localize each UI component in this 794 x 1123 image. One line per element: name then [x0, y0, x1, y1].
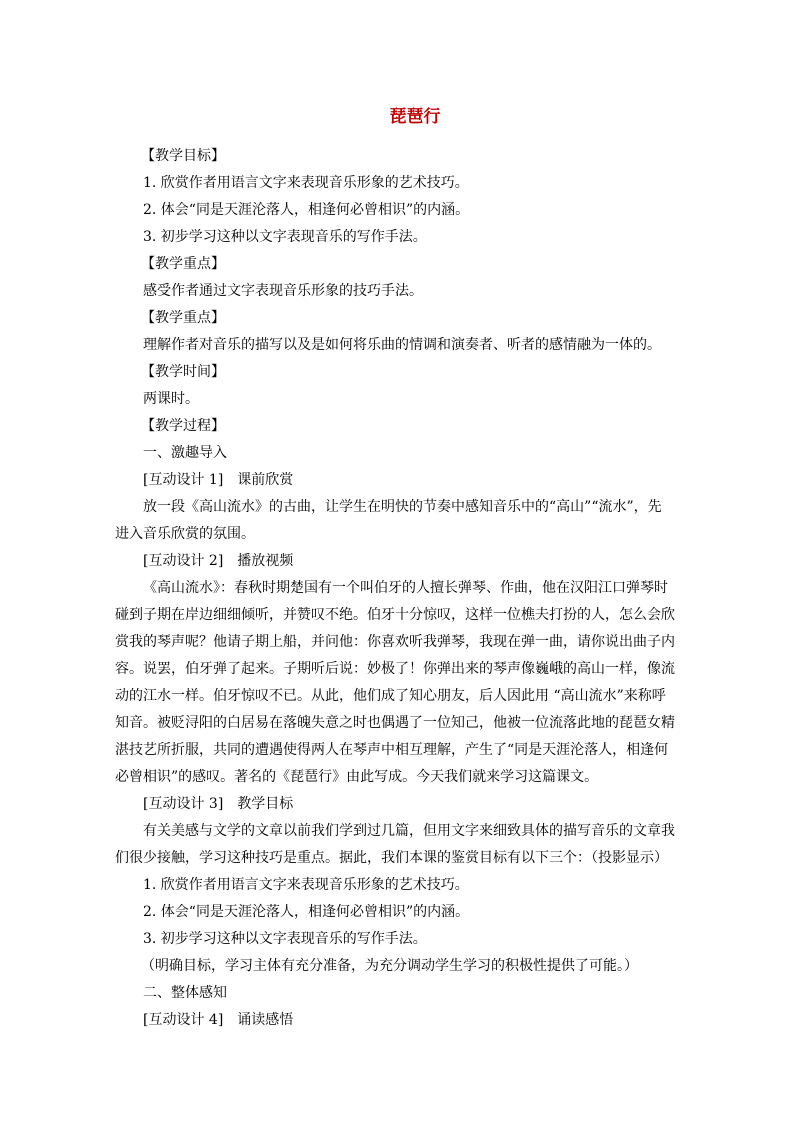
para-line: 湛技艺所折服，共同的遭遇使得两人在琴声中相互理解，产生了“同是天涯沦落人，相逢何 — [115, 742, 669, 758]
paragraph-intro — [115, 494, 681, 548]
design-heading-3: [互动设计 3] 教学目标 — [143, 796, 294, 812]
para-line: 知音。被贬浔阳的白居易在落魄失意之时也偶遇了一位知己，他被一位流落此地的琵琶女精 — [115, 715, 675, 731]
section-heading-2: 二、整体感知 — [143, 985, 227, 1001]
focus-text-2: 理解作者对音乐的描写以及是如何将乐曲的情调和演奏者、听者的感情融为一体的。 — [143, 337, 661, 353]
heading-teaching-time: 【教学时间】 — [141, 364, 225, 380]
design-heading-4: [互动设计 4] 诵读感悟 — [143, 1012, 294, 1028]
document-body — [115, 143, 681, 1034]
heading-teaching-goals: 【教学目标】 — [141, 148, 225, 164]
goal-item-3: 3. 初步学习这种以文字表现音乐的写作手法。 — [143, 229, 427, 245]
para-line: 进入音乐欣赏的氛围。 — [115, 526, 255, 542]
para-line: 《高山流水》：春秋时期楚国有一个叫伯牙的人擅长弹琴、作曲，他在汉阳江口弹琴时 — [143, 580, 668, 596]
goal-repeat-2: 2. 体会“同是天涯沦落人，相逢何必曾相识”的内涵。 — [143, 904, 470, 920]
document-title: 琵琶行 — [389, 107, 441, 127]
goal-item-1: 1. 欣赏作者用语言文字来表现音乐形象的艺术技巧。 — [143, 175, 469, 191]
para-line: 有关美感与文学的文章以前我们学到过几篇，但用文字来细致具体的描写音乐的文章我 — [143, 823, 675, 839]
time-text: 两课时。 — [143, 391, 199, 407]
paragraph-story — [115, 575, 681, 791]
para-line: 必曾相识”的感叹。著名的《琵琶行》由此写成。今天我们就来学习这篇课文。 — [115, 769, 599, 785]
para-line: 容。说罢，伯牙弹了起来。子期听后说：妙极了！你弹出来的琴声像巍峨的高山一样，像流 — [115, 661, 675, 677]
para-line: 碰到子期在岸边细细倾听，并赞叹不绝。伯牙十分惊叹，这样一位樵夫打扮的人，怎么会欣 — [115, 607, 675, 623]
goal-repeat-1: 1. 欣赏作者用语言文字来表现音乐形象的艺术技巧。 — [143, 877, 469, 893]
heading-teaching-focus-2: 【教学重点】 — [141, 310, 225, 326]
goal-item-2: 2. 体会“同是天涯沦落人，相逢何必曾相识”的内涵。 — [143, 202, 470, 218]
heading-teaching-process: 【教学过程】 — [141, 418, 225, 434]
para-line: 动的江水一样。伯牙惊叹不已。从此，他们成了知心朋友，后人因此用 “高山流水”来称呼 — [115, 688, 666, 704]
para-line: 赏我的琴声呢？他请子期上船，并问他：你喜欢听我弹琴，我现在弹一曲，请你说出曲子内 — [115, 634, 675, 650]
para-line: 们很少接触，学习这种技巧是重点。据此，我们本课的鉴赏目标有以下三个：（投影显示） — [115, 850, 668, 866]
focus-text: 感受作者通过文字表现音乐形象的技巧手法。 — [143, 283, 423, 299]
design-heading-1: [互动设计 1] 课前欣赏 — [143, 472, 294, 488]
paragraph-goals-intro — [115, 818, 681, 872]
para-line: 放一段《高山流水》的古曲，让学生在明快的节奏中感知音乐中的“高山”“流水”，先 — [143, 499, 662, 515]
goal-repeat-3: 3. 初步学习这种以文字表现音乐的写作手法。 — [143, 931, 427, 947]
design-heading-2: [互动设计 2] 播放视频 — [143, 553, 294, 569]
section-heading-1: 一、激趣导入 — [143, 445, 227, 461]
note-text: （明确目标，学习主体有充分准备，为充分调动学生学习的积极性提供了可能。） — [141, 958, 638, 974]
heading-teaching-focus: 【教学重点】 — [141, 256, 225, 272]
